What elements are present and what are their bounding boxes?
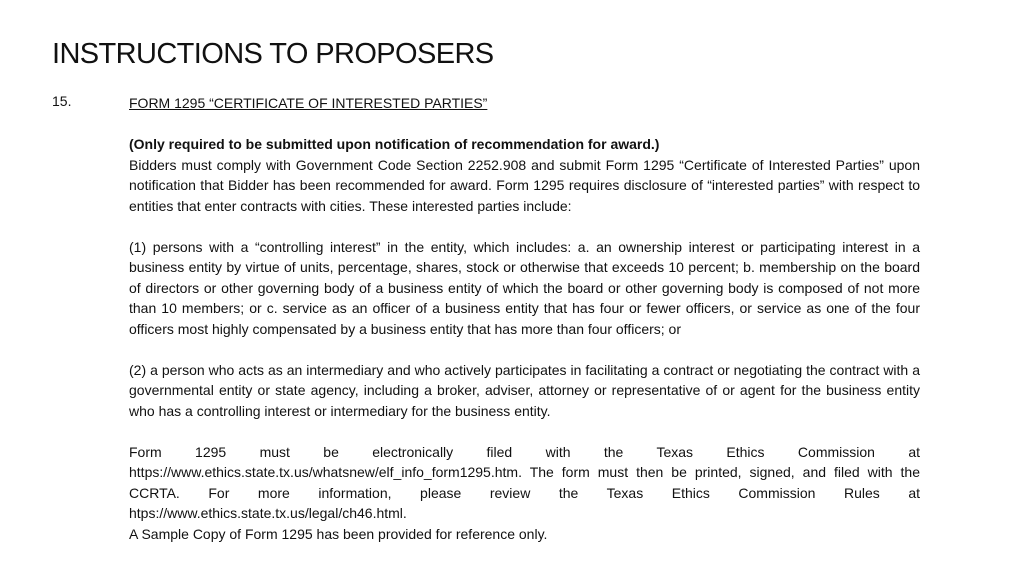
award-note: (Only required to be submitted upon notification of recommendation for award.)	[129, 136, 660, 152]
sample-copy-note: A Sample Copy of Form 1295 has been provided for reference only.	[129, 525, 548, 542]
paragraph-filing-instructions: Form 1295 must be electronically filed with the Texas Ethics Commission at https://www.ethics.state.tx.us/whatsnew/elf_info_form1295.htm. The form must then be printed, signed, and filed with the CCRTA. For more information, please review the Texas Ethics Commission Rules at htps://www.ethics.state.tx.us/legal/ch46.html.	[129, 443, 920, 521]
paragraph-intermediary: (2) a person who acts as an intermediary and who actively participates in facilitating a contract or negotiating the contract with a governmental entity or state agency, including a broker, adviser, attorney or representative of or agent for the business entity who has a controlling interest or intermediary for the business entity.	[129, 361, 920, 419]
slide-title: INSTRUCTIONS TO PROPOSERS	[52, 38, 494, 70]
paragraph-intro: Bidders must comply with Government Code Section 2252.908 and submit Form 1295 “Certificate of Interested Parties” upon notification that Bidder has been recommended for award. Form 1295 requires disclosure of “interested parties” with respect to entities that enter contracts with cities. These interested parties include:	[129, 156, 920, 214]
section-heading: FORM 1295 “CERTIFICATE OF INTERESTED PARTIES”	[129, 95, 488, 111]
section-content	[129, 93, 920, 544]
paragraph-controlling-interest: (1) persons with a “controlling interest” in the entity, which includes: a. an ownership interest or participating interest in a business entity by virtue of units, percentage, shares, stock or otherwise that exceeds 10 percent; b. membership on the board of directors or other governing body of a business entity of which the board or other governing body is composed of not more than 10 members; or c. service as an officer of a business entity that has four or fewer officers, or service as one of the four officers most highly compensated by a business entity that has more than four officers; or	[129, 238, 920, 337]
section-number: 15.	[52, 93, 72, 109]
